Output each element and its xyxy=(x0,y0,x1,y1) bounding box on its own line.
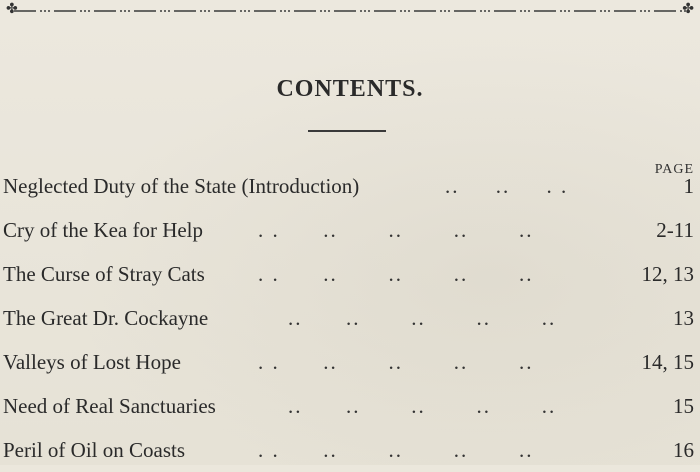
toc-entry-page: 14, 15 xyxy=(641,350,694,374)
dot-leaders: .. .. . . xyxy=(445,174,569,198)
toc-entry-page: 16 xyxy=(673,438,694,462)
toc-entry xyxy=(0,306,700,340)
dot-leaders: . . .. .. .. .. xyxy=(258,218,534,242)
page-title: CONTENTS. xyxy=(276,76,424,102)
toc-entry xyxy=(0,174,700,208)
dot-leaders: .. .. .. .. .. xyxy=(288,306,557,330)
dot-leaders: . . .. .. .. .. xyxy=(258,438,534,462)
fleuron-icon: ✤ xyxy=(682,2,694,17)
toc-entry xyxy=(0,350,700,384)
title-underline xyxy=(308,130,386,132)
toc-entry xyxy=(0,438,700,472)
toc-entry-title: Neglected Duty of the State (Introduction) xyxy=(3,174,360,198)
toc-entry-page: 13 xyxy=(673,306,694,330)
toc-entry-page: 1 xyxy=(683,174,694,198)
toc-entry-page: 15 xyxy=(673,394,694,418)
toc-entry-title: Need of Real Sanctuaries xyxy=(3,394,216,418)
toc-entry xyxy=(0,218,700,252)
toc-entry-title: Cry of the Kea for Help xyxy=(3,218,204,242)
toc-entry-title: The Curse of Stray Cats xyxy=(3,262,205,286)
toc-entry xyxy=(0,262,700,296)
dot-leaders: .. .. .. .. .. xyxy=(288,394,557,418)
toc-entry-title: The Great Dr. Cockayne xyxy=(3,306,209,330)
toc-entry-page: 2-11 xyxy=(656,218,694,242)
dot-leaders: . . .. .. .. .. xyxy=(258,262,534,286)
toc-entry-page: 12, 13 xyxy=(641,262,694,286)
toc-entry-title: Valleys of Lost Hope xyxy=(3,350,181,374)
page-column-header: PAGE xyxy=(654,162,694,177)
toc-entry xyxy=(0,394,700,428)
toc-entry-title: Peril of Oil on Coasts xyxy=(3,438,185,462)
dot-leaders: . . .. .. .. .. xyxy=(258,350,534,374)
decorative-border-rule xyxy=(14,8,686,14)
fleuron-icon: ✤ xyxy=(6,2,18,17)
